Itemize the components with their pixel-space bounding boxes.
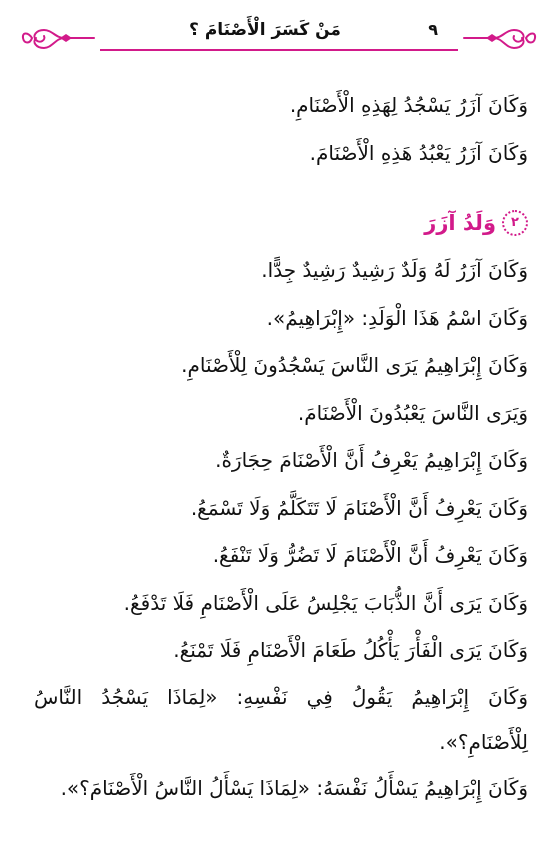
section-title: وَلَدُ آزَرَ <box>424 211 496 235</box>
text-line: وَكَانَ إِبْرَاهِيمُ يَسْأَلُ نَفْسَهُ: «لِمَاذَا يَسْأَلُ النَّاسُ الْأَصْنَامَ؟». <box>60 775 528 800</box>
text-line: وَكَانَ يَعْرِفُ أَنَّ الْأَصْنَامَ لَا تَتَكَلَّمُ وَلَا تَسْمَعُ. <box>190 495 528 520</box>
text-line: وَكَانَ يَعْرِفُ أَنَّ الْأَصْنَامَ لَا تَضُرُّ وَلَا تَنْفَعُ. <box>212 543 528 567</box>
text-paragraph: وَكَانَ إِبْرَاهِيمُ يَقُولُ فِي نَفْسِهِ: «لِمَاذَا يَسْجُدُ النَّاسُ لِلْأَصْنَامِ؟». <box>34 684 528 754</box>
floral-ornament-icon <box>462 24 538 56</box>
text-line: وَكَانَ اسْمُ هَذَا الْوَلَدِ: «إِبْرَاهِيمُ». <box>266 305 528 330</box>
text-line: وَكَانَ آزَرُ يَعْبُدُ هَذِهِ الْأَصْنَامَ. <box>309 140 528 165</box>
page-number: ٩ <box>428 20 438 39</box>
page-body <box>34 82 528 812</box>
text-line: وَيَرَى النَّاسَ يَعْبُدُونَ الْأَصْنَامَ. <box>297 400 528 425</box>
section-number-badge: ٢ <box>502 210 528 236</box>
section-heading <box>34 203 528 243</box>
text-line: وَكَانَ آزَرُ يَسْجُدُ لِهَذِهِ الْأَصْنَامِ. <box>289 93 528 117</box>
text-line: وَكَانَ يَرَى أَنَّ الذُّبَابَ يَجْلِسُ عَلَى الْأَصْنَامِ فَلَا تَدْفَعُ. <box>123 590 528 615</box>
page-header <box>20 18 538 64</box>
text-line: وَكَانَ إِبْرَاهِيمُ يَرَى النَّاسَ يَسْجُدُونَ لِلْأَصْنَامِ. <box>181 353 528 377</box>
floral-ornament-icon <box>20 24 96 56</box>
header-divider <box>100 49 458 51</box>
page-title: مَنْ كَسَرَ الْأَصْنَامَ ؟ <box>189 20 341 40</box>
text-line: وَكَانَ إِبْرَاهِيمُ يَعْرِفُ أَنَّ الْأَصْنَامَ حِجَارَةٌ. <box>215 448 528 472</box>
text-line: وَكَانَ يَرَى الْفَأْرَ يَأْكُلُ طَعَامَ الْأَصْنَامِ فَلَا تَمْنَعُ. <box>173 638 528 662</box>
text-line: وَكَانَ آزَرُ لَهُ وَلَدٌ رَشِيدٌ رَشِيدٌ جِدًّا. <box>261 258 528 282</box>
